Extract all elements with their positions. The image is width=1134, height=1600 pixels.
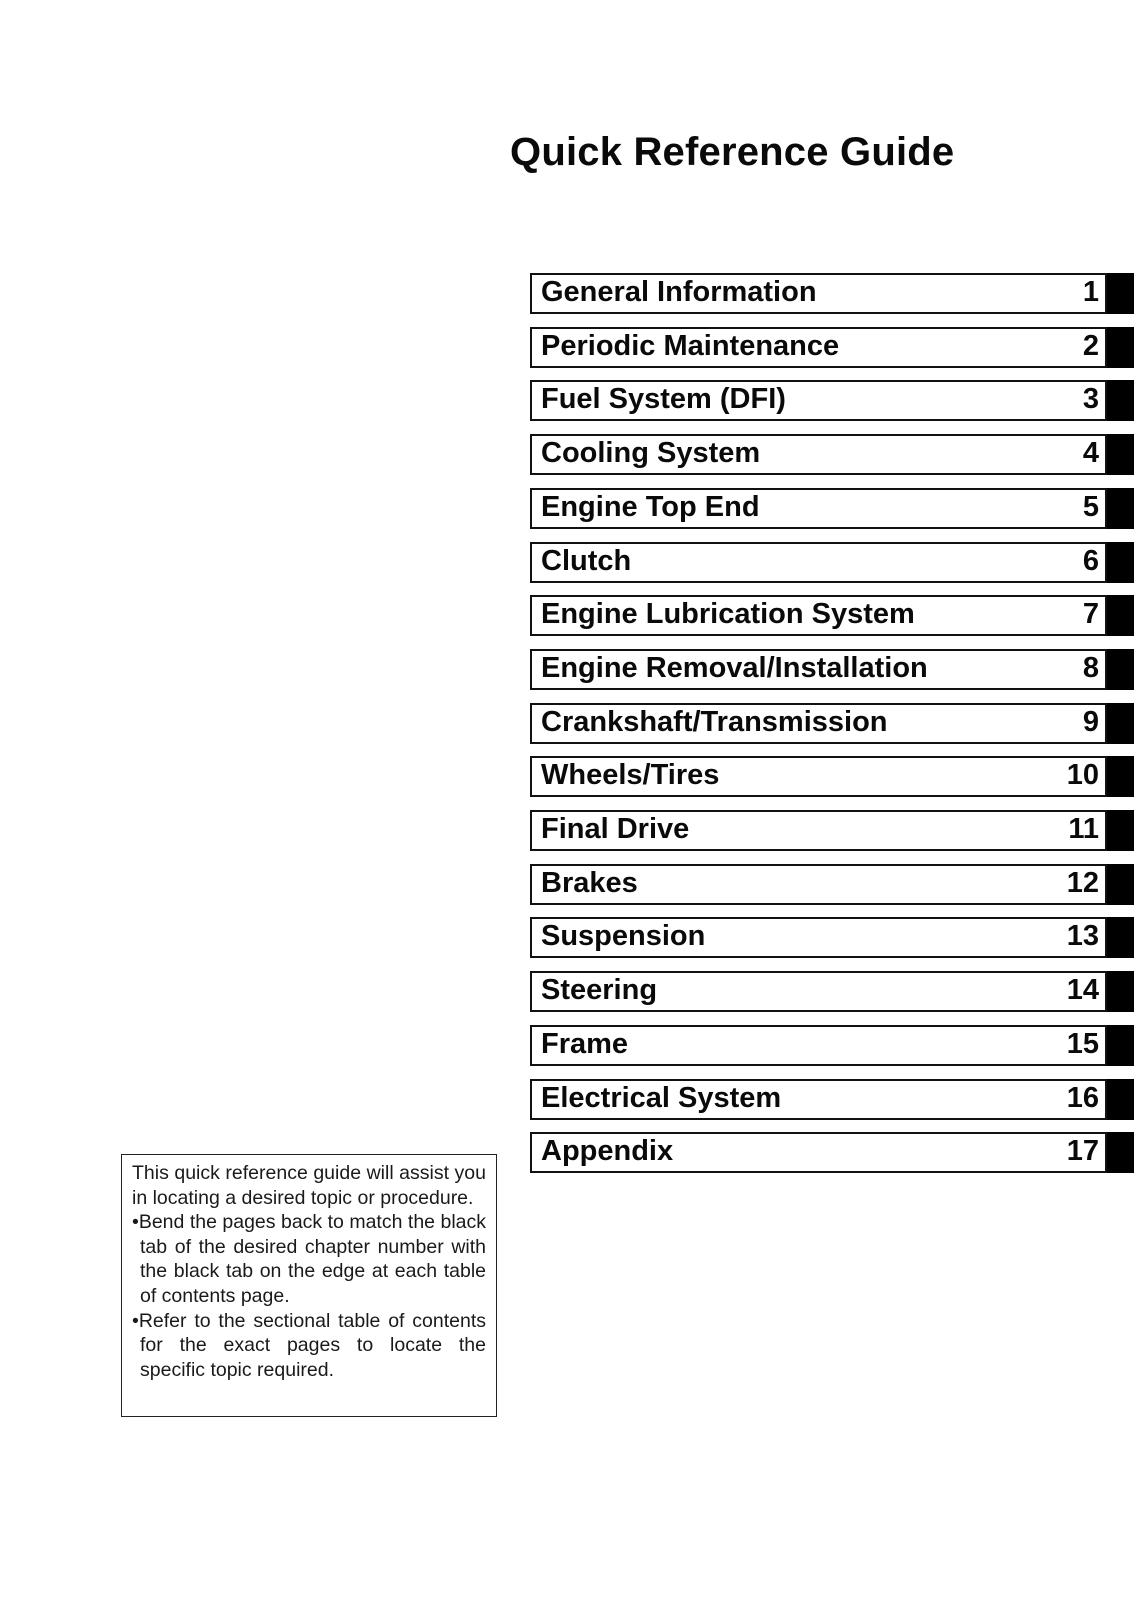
chapter-label: Engine Lubrication System <box>541 598 915 631</box>
chapter-label: Clutch <box>541 544 632 577</box>
chapter-row-14[interactable] <box>530 971 1134 1012</box>
usage-note-box <box>121 1154 497 1417</box>
chapter-label: Final Drive <box>541 813 690 845</box>
chapter-number: 7 <box>1082 598 1099 631</box>
chapter-row-3[interactable] <box>530 380 1134 421</box>
chapter-row-8[interactable] <box>530 649 1134 690</box>
chapter-label: Frame <box>541 1027 629 1060</box>
chapter-row-15[interactable] <box>530 1025 1134 1066</box>
chapter-number: 17 <box>1066 1135 1099 1168</box>
black-edge-tab <box>1107 971 1134 1012</box>
chapter-number: 4 <box>1082 437 1099 470</box>
black-edge-tab <box>1107 703 1134 744</box>
black-edge-tab <box>1107 756 1134 797</box>
chapter-row-5[interactable] <box>530 488 1134 529</box>
black-edge-tab <box>1107 273 1134 314</box>
chapter-row-13[interactable] <box>530 917 1134 958</box>
note-bullet-2: •Refer to the sectional table of contents for the exact pages to locate the specific topic required. <box>132 1309 486 1381</box>
chapter-number: 15 <box>1066 1027 1099 1060</box>
chapter-row-2[interactable] <box>530 327 1134 368</box>
chapter-row-4[interactable] <box>530 434 1134 475</box>
chapter-number: 13 <box>1066 920 1099 953</box>
black-edge-tab <box>1107 1132 1134 1173</box>
chapter-label: Steering <box>541 974 658 1007</box>
chapter-label: Engine Top End <box>541 490 760 523</box>
black-edge-tab <box>1107 434 1134 475</box>
note-intro: This quick reference guide will assist you in locating a desired topic or procedure. <box>132 1162 486 1209</box>
black-edge-tab <box>1107 917 1134 958</box>
chapter-number: 12 <box>1066 866 1099 899</box>
chapter-label: General Information <box>541 276 817 308</box>
chapter-number: 3 <box>1082 383 1099 416</box>
chapter-label: Fuel System (DFI) <box>541 383 786 416</box>
chapter-row-11[interactable] <box>530 810 1134 851</box>
chapter-number: 2 <box>1082 329 1099 362</box>
page-title: Quick Reference Guide <box>510 130 955 174</box>
black-edge-tab <box>1107 1079 1134 1120</box>
chapter-label: Electrical System <box>541 1081 782 1114</box>
chapter-row-7[interactable] <box>530 595 1134 636</box>
black-edge-tab <box>1107 595 1134 636</box>
black-edge-tab <box>1107 864 1134 905</box>
chapter-label: Wheels/Tires <box>541 759 720 792</box>
chapter-row-10[interactable] <box>530 756 1134 797</box>
chapter-number: 16 <box>1066 1081 1099 1114</box>
chapter-number: 5 <box>1082 490 1099 523</box>
chapter-number: 1 <box>1082 276 1099 308</box>
chapter-label: Suspension <box>541 920 706 953</box>
black-edge-tab <box>1107 380 1134 421</box>
chapter-label: Cooling System <box>541 437 761 470</box>
chapter-label: Engine Removal/Installation <box>541 651 928 684</box>
chapter-row-6[interactable] <box>530 542 1134 583</box>
chapter-label: Periodic Maintenance <box>541 329 840 362</box>
chapter-number: 6 <box>1082 544 1099 577</box>
chapter-number: 10 <box>1066 759 1099 792</box>
black-edge-tab <box>1107 327 1134 368</box>
chapter-row-12[interactable] <box>530 864 1134 905</box>
black-edge-tab <box>1107 542 1134 583</box>
chapter-number: 9 <box>1082 705 1099 738</box>
chapter-number: 11 <box>1068 813 1099 845</box>
chapter-row-16[interactable] <box>530 1079 1134 1120</box>
chapter-label: Brakes <box>541 866 638 899</box>
chapter-row-17[interactable] <box>530 1132 1134 1173</box>
note-bullet-1: •Bend the pages back to match the black tab of the desired chapter number with the black tab on the edge at each table of contents page. <box>132 1211 486 1307</box>
chapter-number: 14 <box>1066 974 1099 1007</box>
black-edge-tab <box>1107 1025 1134 1066</box>
black-edge-tab <box>1107 810 1134 851</box>
chapter-row-9[interactable] <box>530 703 1134 744</box>
chapter-number: 8 <box>1082 651 1099 684</box>
black-edge-tab <box>1107 488 1134 529</box>
chapter-row-1[interactable] <box>530 273 1134 314</box>
chapter-label: Crankshaft/Transmission <box>541 705 888 738</box>
black-edge-tab <box>1107 649 1134 690</box>
chapter-label: Appendix <box>541 1135 674 1168</box>
